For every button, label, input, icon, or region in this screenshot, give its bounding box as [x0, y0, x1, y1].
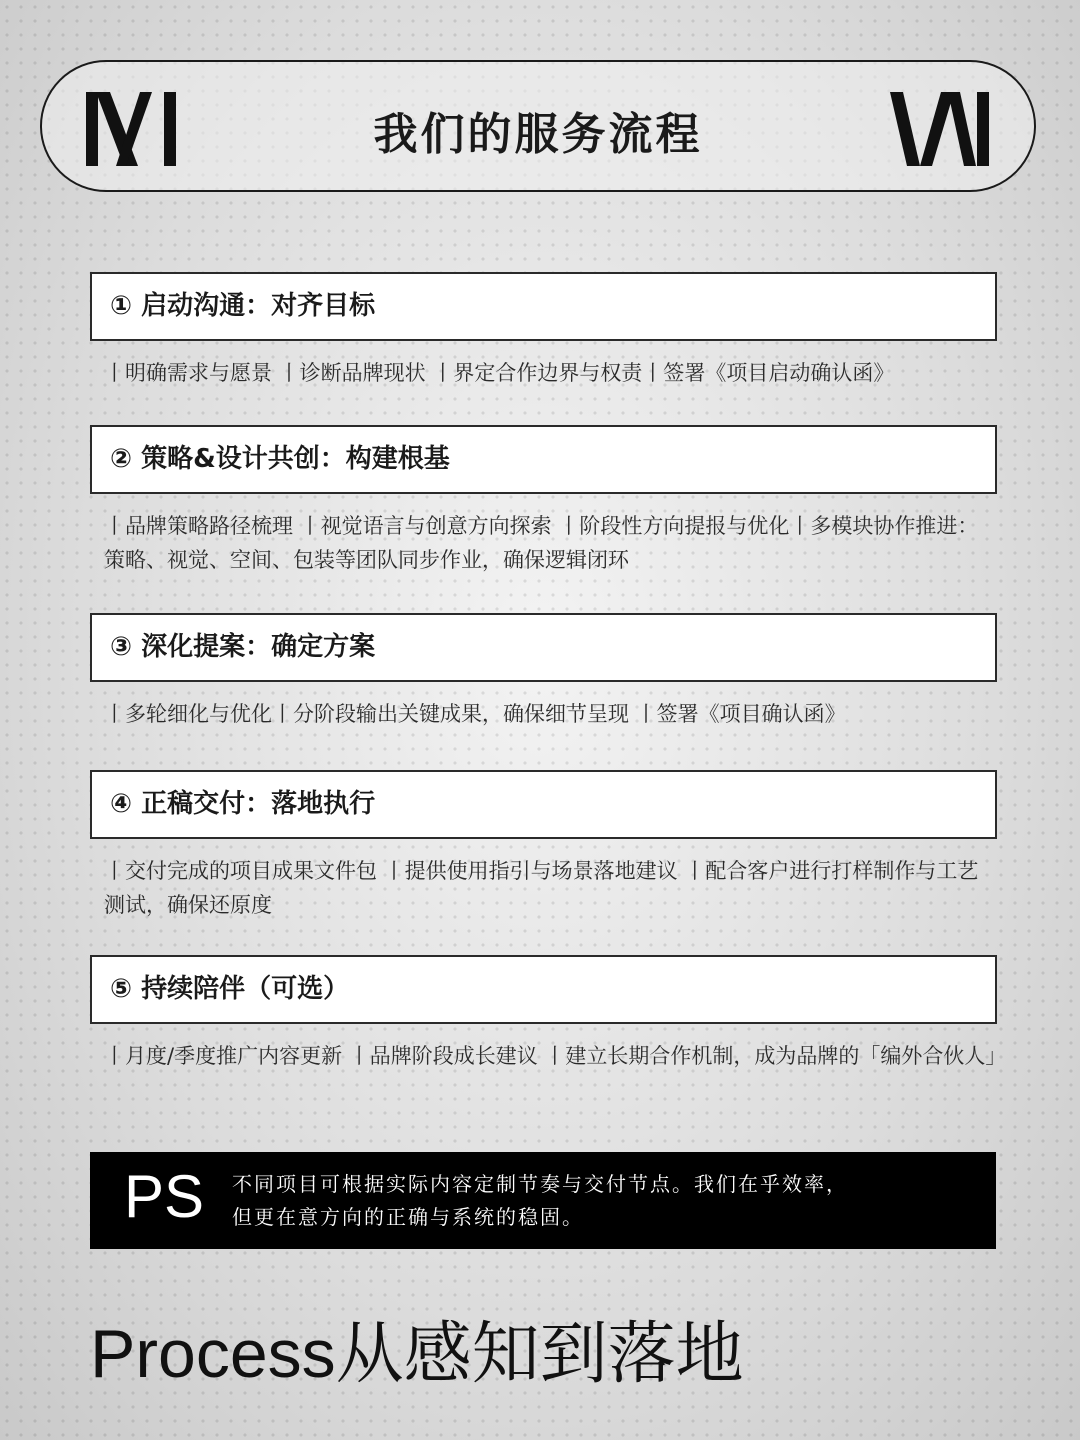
- step-5-desc: 丨月度/季度推广内容更新 丨品牌阶段成长建议 丨建立长期合作机制，成为品牌的「编外合伙人」: [104, 1044, 1007, 1068]
- w-logo-icon: [890, 92, 990, 166]
- ps-text: [232, 1168, 952, 1234]
- header-pill: [40, 60, 1036, 192]
- step-5-title: ⑤ 持续陪伴（可选）: [90, 955, 997, 1024]
- step-3-title: ③ 深化提案：确定方案: [90, 613, 997, 682]
- ps-note: [90, 1152, 996, 1249]
- footer-slogan: Process从感知到落地: [90, 1316, 744, 1392]
- step-1-desc: 丨明确需求与愿景 丨诊断品牌现状 丨界定合作边界与权责丨签署《项目启动确认函》: [104, 361, 895, 385]
- ps-line-1: 不同项目可根据实际内容定制节奏与交付节点。我们在乎效率，: [232, 1172, 848, 1196]
- step-1-title: ① 启动沟通：对齐目标: [90, 272, 997, 341]
- step-3-desc: 丨多轮细化与优化丨分阶段输出关键成果，确保细节呈现 丨签署《项目确认函》: [104, 702, 846, 726]
- ps-line-2: 但更在意方向的正确与系统的稳固。: [232, 1205, 584, 1229]
- step-4-title: ④ 正稿交付：落地执行: [90, 770, 997, 839]
- step-2-desc: 丨品牌策略路径梳理 丨视觉语言与创意方向探索 丨阶段性方向提报与优化丨多模块协作推进：策略、视觉、空间、包装等团队同步作业，确保逻辑闭环: [104, 514, 979, 572]
- step-2-title: ② 策略&设计共创：构建根基: [90, 425, 997, 494]
- step-4-desc: 丨交付完成的项目成果文件包 丨提供使用指引与场景落地建议 丨配合客户进行打样制作与工艺测试，确保还原度: [104, 859, 979, 917]
- page-title: 我们的服务流程: [373, 109, 703, 160]
- ps-label: PS: [124, 1163, 205, 1230]
